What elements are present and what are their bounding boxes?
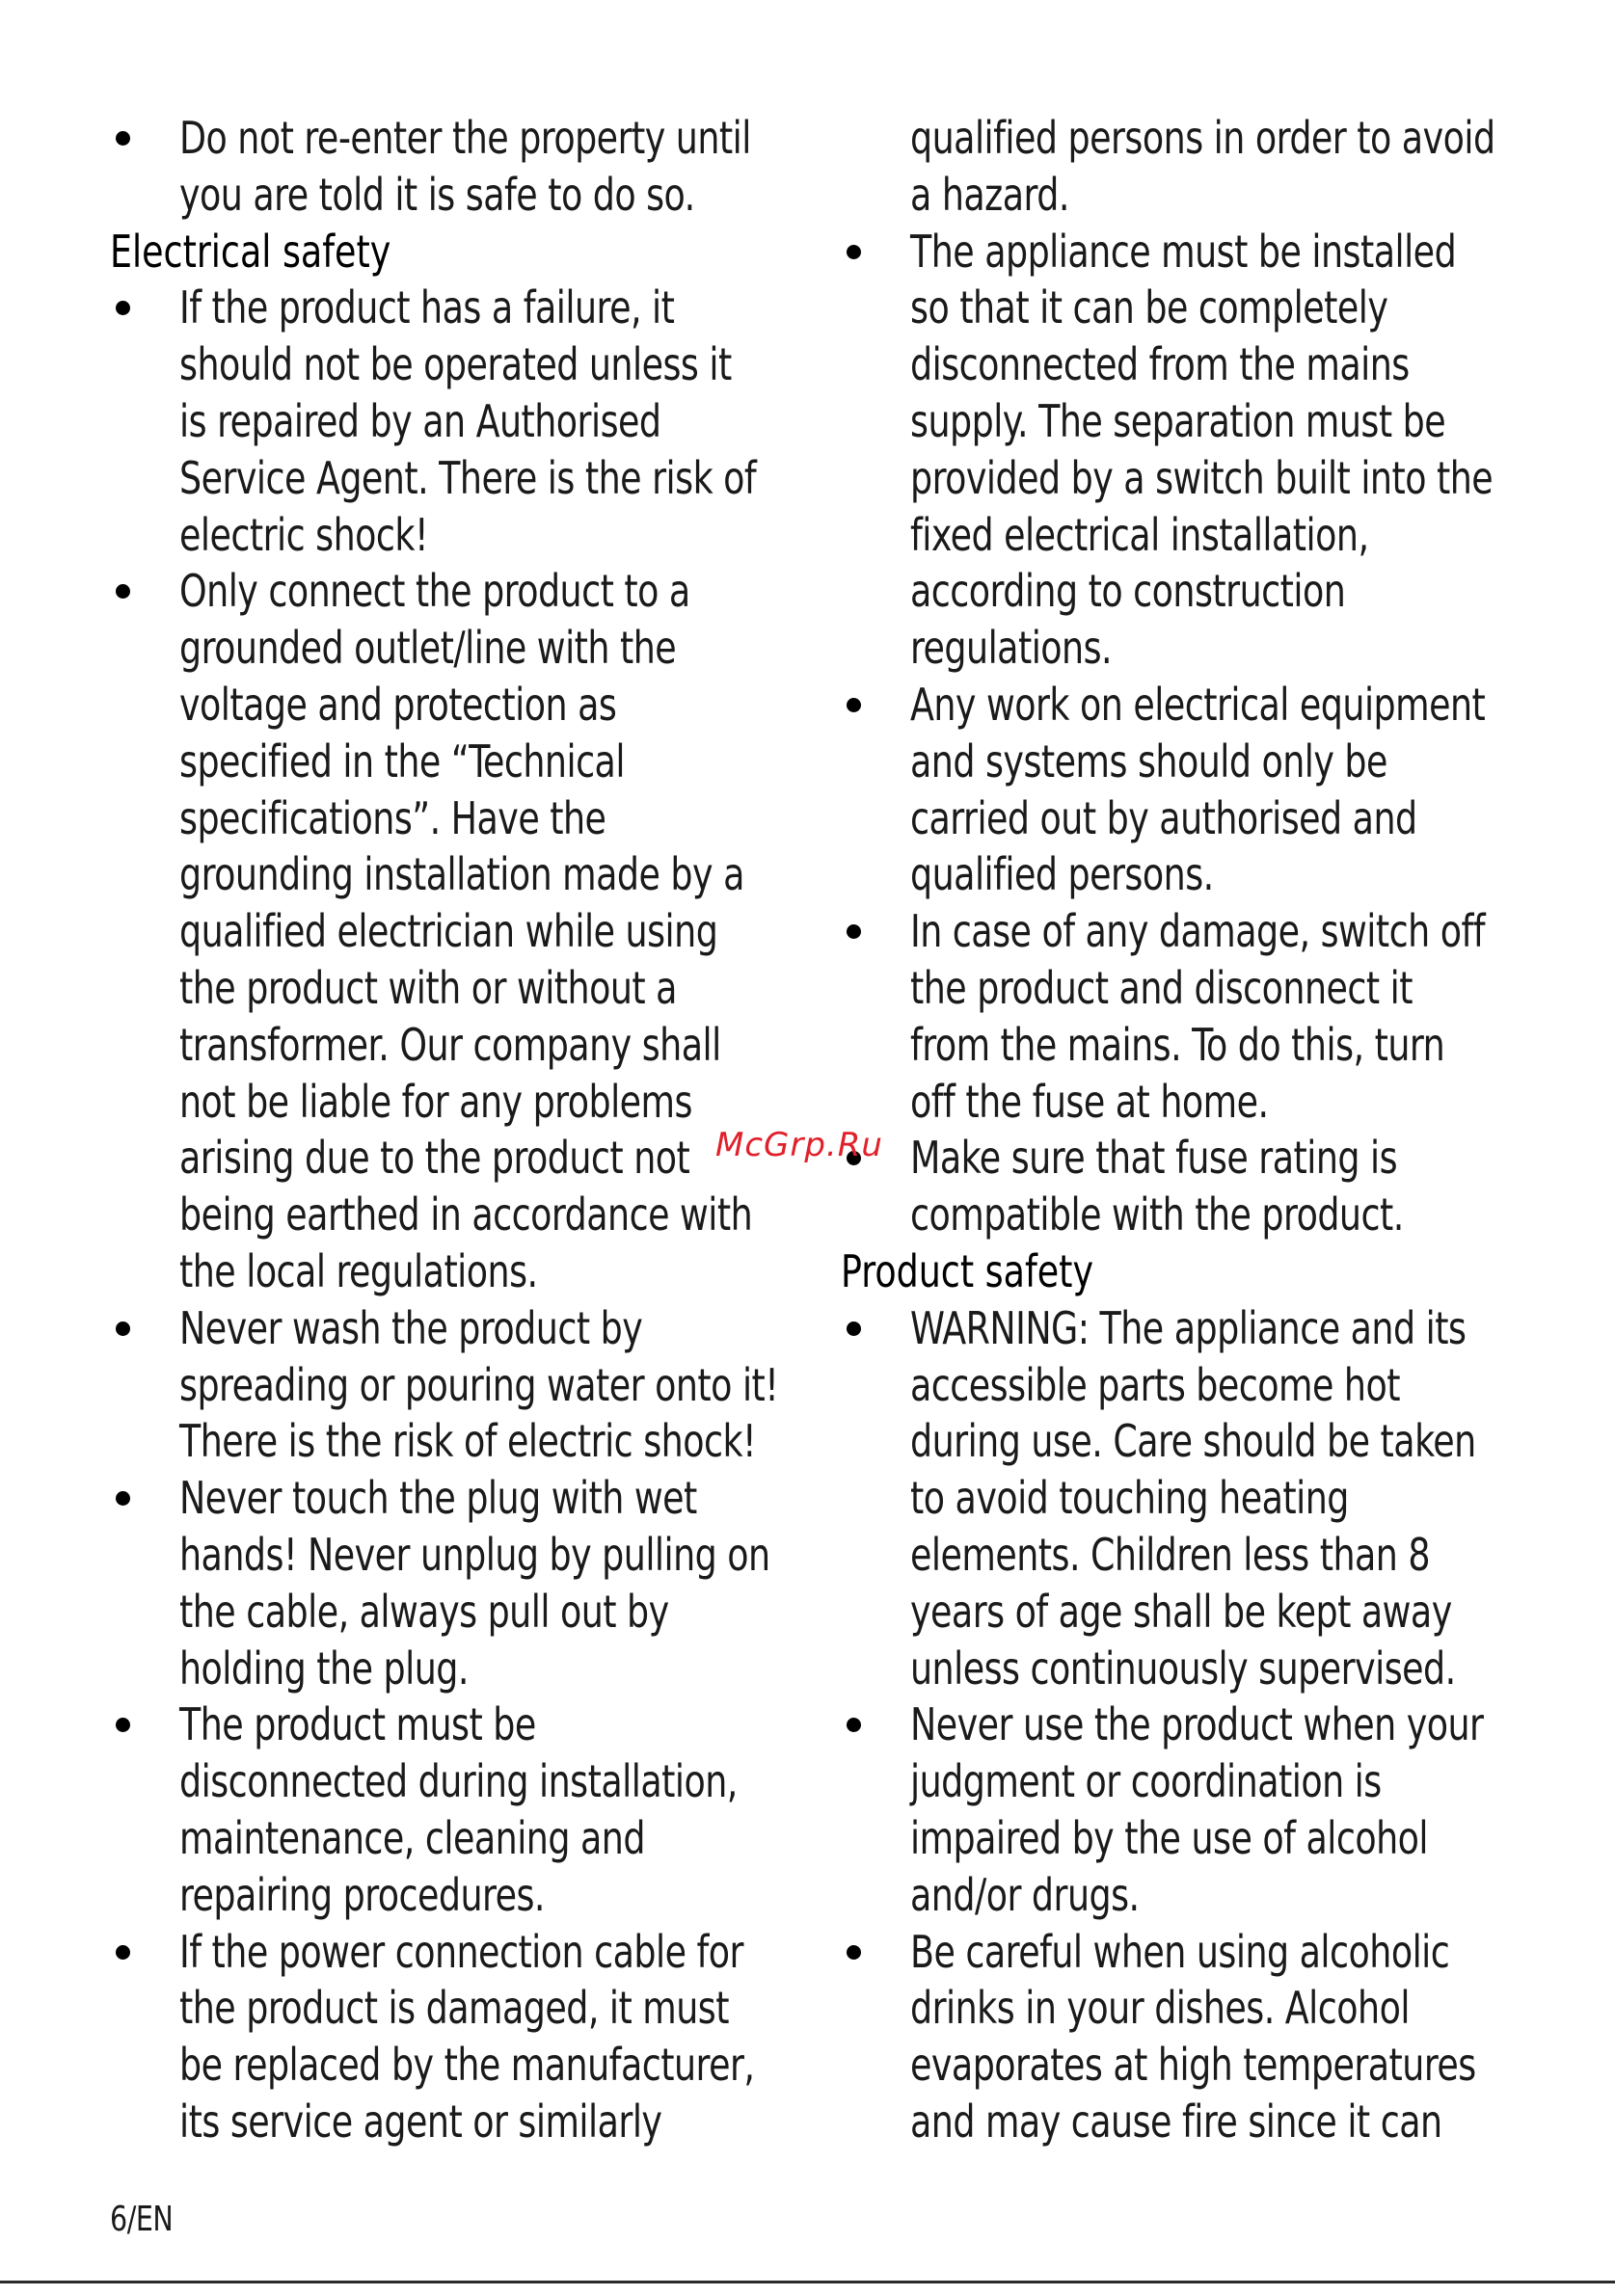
text-line: and systems should only be: [910, 734, 1387, 788]
bullet-item: [841, 224, 1535, 677]
bullet-item: [841, 1696, 1535, 1923]
bullet-icon: [116, 1322, 130, 1336]
bullet-icon: [847, 924, 861, 939]
text-line: transformer. Our company shall: [179, 1018, 721, 1071]
text-line: The appliance must be installed: [910, 225, 1457, 278]
bullet-item: [110, 1300, 804, 1470]
text-line: being earthed in accordance with: [179, 1188, 753, 1241]
text-line: unless continuously supervised.: [910, 1642, 1456, 1695]
text-line: carried out by authorised and: [910, 791, 1417, 844]
text-line: spreading or pouring water onto it!: [179, 1358, 779, 1411]
text-line: hands! Never unplug by pulling on: [179, 1528, 770, 1581]
text-line: evaporates at high temperatures: [910, 2039, 1476, 2092]
bullet-item: [110, 563, 804, 1299]
bullet-item: [110, 1924, 804, 2150]
bullet-item: [110, 110, 804, 224]
text-line: provided by a switch built into the: [910, 451, 1494, 504]
text-line: holding the plug.: [179, 1642, 469, 1695]
bullet-item: [841, 903, 1535, 1130]
text-line: disconnected from the mains: [910, 338, 1410, 391]
watermark-text: McGrp.Ru: [715, 1126, 883, 1164]
text-line: from the mains. To do this, turn: [910, 1018, 1445, 1071]
text-line: maintenance, cleaning and: [179, 1811, 645, 1864]
text-line: drinks in your dishes. Alcohol: [910, 1982, 1410, 2035]
text-line: If the product has a failure, it: [179, 281, 675, 334]
text-line: elements. Children less than 8: [910, 1528, 1431, 1581]
text-line: Be careful when using alcoholic: [910, 1925, 1450, 1978]
text-line: Make sure that fuse rating is: [910, 1132, 1398, 1185]
bullet-icon: [847, 1322, 861, 1336]
text-line: and/or drugs.: [910, 1868, 1140, 1921]
text-line: The product must be: [179, 1698, 536, 1751]
text-line: off the fuse at home.: [910, 1075, 1269, 1128]
bullet-icon: [847, 245, 861, 259]
text-line: voltage and protection as: [179, 678, 617, 731]
text-line: In case of any damage, switch off: [910, 905, 1486, 958]
text-line: years of age shall be kept away: [910, 1585, 1452, 1638]
text-line: specified in the “Technical: [179, 734, 625, 788]
text-line: the product is damaged, it must: [179, 1982, 729, 2035]
text-line: regulations.: [910, 622, 1113, 675]
text-line: qualified electrician while using: [179, 905, 718, 958]
right-column: [841, 110, 1535, 2150]
text-line: Never use the product when your: [910, 1698, 1484, 1751]
text-line: If the power connection cable for: [179, 1925, 743, 1978]
text-line: grounded outlet/line with the: [179, 622, 677, 675]
bullet-item: [841, 1130, 1535, 1243]
text-line: Any work on electrical equipment: [910, 678, 1486, 731]
text-line: not be liable for any problems: [179, 1075, 692, 1128]
text-line: so that it can be completely: [910, 281, 1388, 334]
bullet-item: [841, 1300, 1535, 1697]
text-line: qualified persons in order to avoid: [910, 112, 1495, 164]
text-line: the local regulations.: [179, 1244, 538, 1297]
text-line: the product and disconnect it: [910, 961, 1413, 1014]
bullet-icon: [116, 584, 130, 599]
text-line: should not be operated unless it: [179, 338, 732, 391]
continued-text: [841, 110, 1535, 224]
text-line: supply. The separation must be: [910, 394, 1446, 447]
bullet-icon: [116, 1491, 130, 1506]
text-line: Never touch the plug with wet: [179, 1472, 697, 1525]
text-line: according to construction: [910, 565, 1346, 618]
bottom-divider: [0, 2281, 1615, 2283]
text-line: disconnected during installation,: [179, 1755, 738, 1808]
text-line: compatible with the product.: [910, 1188, 1404, 1241]
text-line: Service Agent. There is the risk of: [179, 451, 757, 504]
bullet-item: [110, 1696, 804, 1923]
section-heading-electrical: Electrical safety: [110, 225, 391, 278]
bullet-icon: [847, 1945, 861, 1960]
left-column: [110, 110, 804, 2150]
bullet-icon: [847, 698, 861, 712]
text-line: you are told it is safe to do so.: [179, 168, 695, 221]
text-line: the cable, always pull out by: [179, 1585, 669, 1638]
bullet-icon: [116, 1945, 130, 1960]
text-line: its service agent or similarly: [179, 2095, 662, 2148]
bullet-item: [110, 1470, 804, 1696]
text-line: Do not re-enter the property until: [179, 112, 751, 164]
text-line: and may cause fire since it can: [910, 2095, 1442, 2148]
bullet-icon: [116, 131, 130, 146]
text-line: qualified persons.: [910, 848, 1214, 901]
text-line: fixed electrical installation,: [910, 508, 1369, 561]
text-line: judgment or coordination is: [910, 1755, 1382, 1808]
text-line: electric shock!: [179, 508, 429, 561]
text-line: arising due to the product not: [179, 1132, 690, 1185]
bullet-item: [841, 677, 1535, 903]
text-line: accessible parts become hot: [910, 1358, 1400, 1411]
bullet-icon: [116, 301, 130, 315]
page-number: 6/EN: [110, 2200, 174, 2239]
text-line: repairing procedures.: [179, 1868, 545, 1921]
text-line: Only connect the product to a: [179, 565, 690, 618]
bullet-icon: [116, 1718, 130, 1732]
text-line: impaired by the use of alcohol: [910, 1811, 1428, 1864]
text-line: grounding installation made by a: [179, 848, 744, 901]
text-line: to avoid touching heating: [910, 1472, 1349, 1525]
text-line: WARNING: The appliance and its: [910, 1301, 1467, 1354]
text-line: Never wash the product by: [179, 1301, 643, 1354]
text-line: is repaired by an Authorised: [179, 394, 661, 447]
text-line: a hazard.: [910, 168, 1069, 221]
text-line: be replaced by the manufacturer,: [179, 2039, 755, 2092]
text-line: There is the risk of electric shock!: [179, 1415, 757, 1468]
bullet-item: [110, 280, 804, 563]
bullet-icon: [847, 1718, 861, 1732]
section-heading-product: Product safety: [841, 1244, 1094, 1297]
text-line: during use. Care should be taken: [910, 1415, 1476, 1468]
bullet-item: [841, 1924, 1535, 2150]
text-line: the product with or without a: [179, 961, 677, 1014]
text-line: specifications”. Have the: [179, 791, 606, 844]
